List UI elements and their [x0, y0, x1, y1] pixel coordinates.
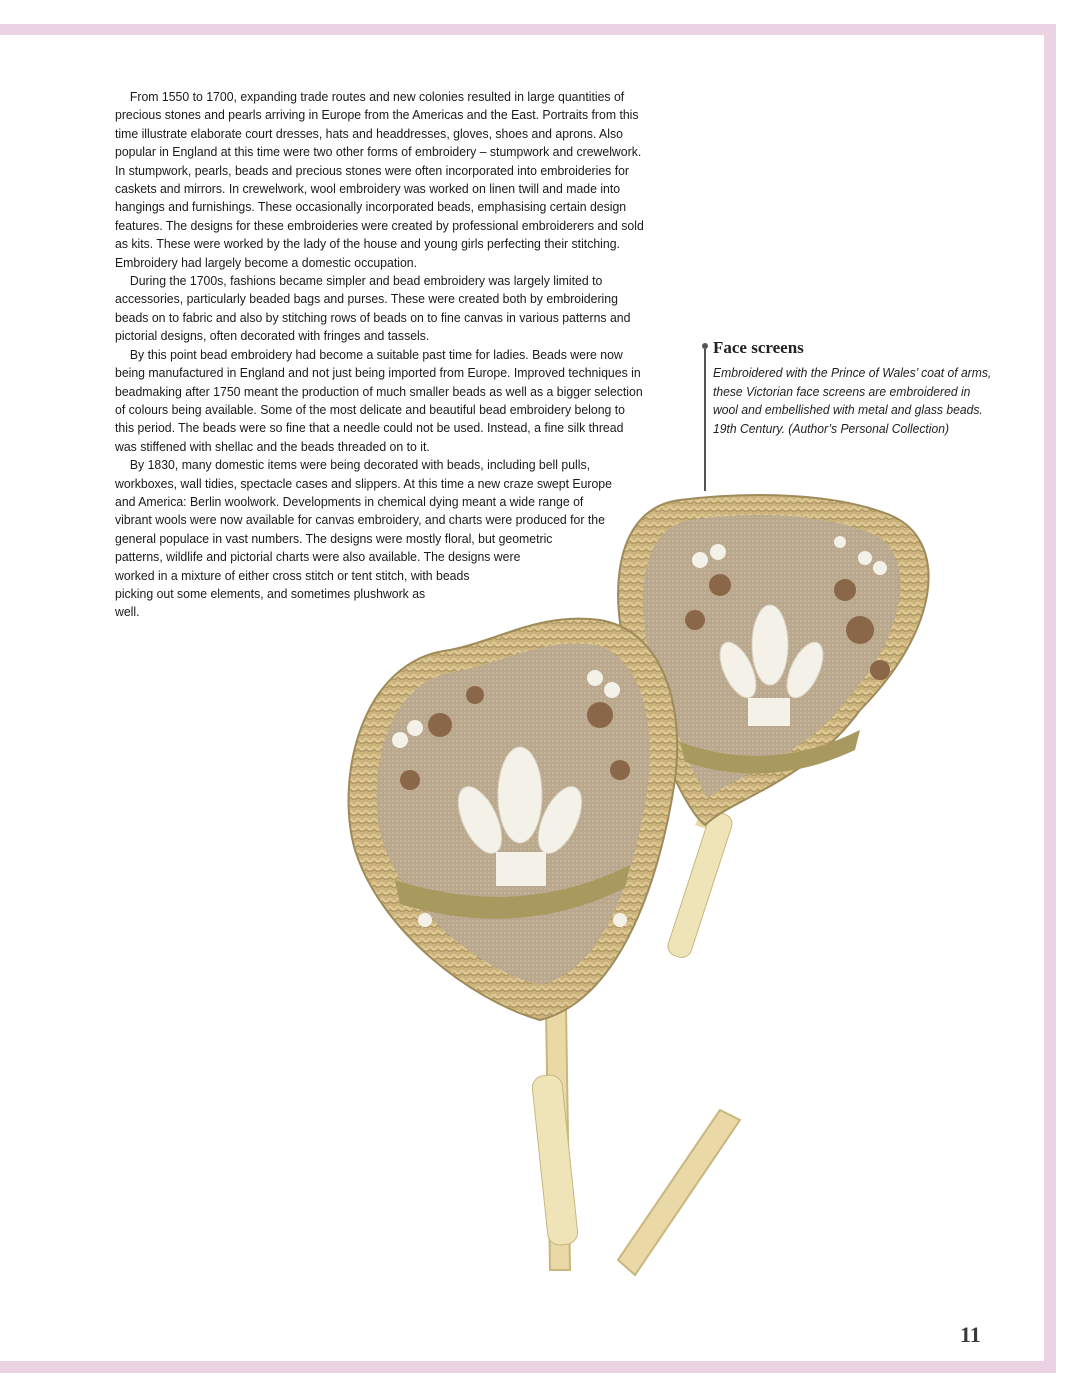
paragraph-2: During the 1700s, fashions became simpler and bead embroidery was largely limited to accessories, particularly beaded bags and purses. These were created both by embroidering beads on to fabric and also by stitching rows of beads on to fine canvas in various patterns and pictorial designs, often decorated with fringes and tassels.	[115, 273, 631, 344]
beaded-face-screens-photo	[300, 480, 1000, 1300]
left-face-screen	[349, 619, 678, 1270]
page-border-right	[1044, 24, 1056, 1368]
paragraph-3: By this point bead embroidery had become a suitable past time for ladies. Beads were now being manufactured in England and not just being imported from Europe. Improved techniques in beadmaking after 1750 meant the production of much smaller beads as well as a bigger selection of colours being available. Some of the most delicate and beautiful bead embroidery belong to this period. The beads were so fine that a needle could not be used. Instead, a fine silk thread was stiffened with shellac and the beads threaded on to it.	[115, 346, 643, 454]
paragraph-1: From 1550 to 1700, expanding trade routes and new colonies resulted in large quantities of precious stones and pearls arriving in Europe from the Americas and the East. Portraits from this time illustrate elaborate court dresses, hats and headdresses, gloves, shoes and aprons. Also popular in England at this time were two other forms of embroidery – stumpwork and crewelwork. In stumpwork, pearls, beads and precious stones were often incorporated into embroideries for caskets and mirrors. In crewelwork, wool embroidery was worked on linen twill and made into hangings and furnishings. These occasionally incorporated beads, emphasising certain design features. The designs for these embroideries were created by professional embroiderers and sold as kits. These were worked by the lady of the house and young girls perfecting their stitching. Embroidery had largely become a domestic occupation.	[115, 89, 644, 270]
caption-leader-line	[704, 349, 706, 491]
caption-text: Embroidered with the Prince of Wales’ coat of arms, these Victorian face screens are embroidered in wool and embellished with metal and glass beads. 19th Century. (Author’s Personal Collection)	[713, 365, 992, 436]
page-border-bottom	[0, 1361, 1056, 1373]
page-number: 11	[960, 1322, 981, 1347]
page-border-top	[0, 24, 1056, 35]
caption-title: Face screens	[713, 338, 804, 357]
right-face-screen	[618, 495, 929, 1275]
paragraph-4: By 1830, many domestic items were being decorated with beads, including bell pulls, workboxes, wall tidies, spectacle cases and slippers. At this time a new craze swept Europe and America: Berlin woolwork. Developments in chemical dying meant a wide range of vibrant wools were now available for canvas embroidery, and charts were produced for the general populace in vast numbers. The designs were mostly floral, but geometric patterns, wildlife and pictorial charts were also available. The designs were worked in a mixture of either cross stitch or tent stitch, with beads picking out some elements, and sometimes plushwork as well.	[115, 457, 612, 620]
photo-caption	[713, 338, 1013, 438]
